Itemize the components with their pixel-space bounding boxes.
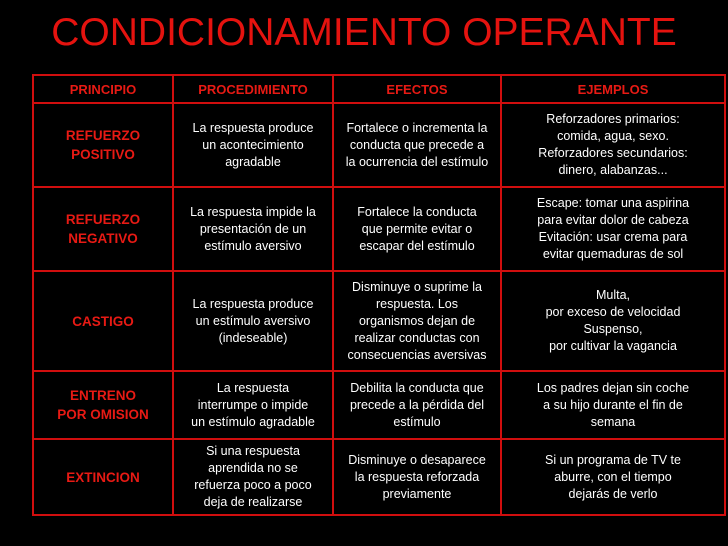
- cell-line: Los padres dejan sin coche: [536, 380, 690, 395]
- cell-line: dejarás de verlo: [568, 486, 658, 501]
- cell-line: estímulo aversivo: [204, 238, 302, 253]
- principle-cell: [33, 271, 173, 371]
- table-header-row: [33, 75, 725, 103]
- cell-line: Suspenso,: [583, 322, 643, 336]
- cell-line: NEGATIVO: [68, 231, 138, 246]
- examples-cell: [501, 371, 725, 439]
- cell-line: deja de realizarse: [203, 495, 303, 509]
- procedure-cell: [173, 103, 333, 187]
- table-row: [33, 371, 725, 439]
- cell-line: Evitación: usar crema para: [538, 230, 688, 244]
- page-title: CONDICIONAMIENTO OPERANTE: [51, 11, 677, 54]
- cell-line: semana: [590, 414, 636, 429]
- cell-line: Debilita la conducta que: [350, 380, 484, 395]
- procedure-cell: [173, 371, 333, 439]
- cell-line: realizar conductas con: [354, 330, 480, 345]
- principle-cell: [33, 187, 173, 271]
- cell-line: CASTIGO: [72, 313, 134, 329]
- examples-cell: [501, 103, 725, 187]
- principle-cell: [33, 103, 173, 187]
- cell-line: EXTINCION: [66, 469, 140, 485]
- cell-line: precede a la pérdida del: [349, 397, 485, 412]
- cell-line: presentación de un: [199, 221, 307, 236]
- cell-line: Disminuye o desaparece: [348, 452, 486, 467]
- cell-line: a su hijo durante el fin de: [543, 397, 683, 412]
- effects-cell: [333, 371, 501, 439]
- cell-line: para evitar dolor de cabeza: [537, 213, 689, 227]
- cell-line: La respuesta: [216, 380, 290, 395]
- cell-line: que permite evitar o: [361, 221, 473, 236]
- table-row: [33, 187, 725, 271]
- cell-line: la respuesta reforzada: [354, 469, 480, 484]
- header-principio: PRINCIPIO: [33, 75, 173, 103]
- procedure-cell: [173, 187, 333, 271]
- procedure-cell: [173, 439, 333, 515]
- table-row: [33, 439, 725, 515]
- table-row: [33, 103, 725, 187]
- cell-line: estímulo: [393, 414, 441, 429]
- cell-line: interrumpe o impide: [197, 397, 309, 412]
- table-row: [33, 271, 725, 371]
- header-efectos: EFECTOS: [333, 75, 501, 103]
- cell-line: La respuesta produce: [192, 120, 314, 135]
- cell-line: refuerza poco a poco: [194, 478, 312, 492]
- cell-line: la ocurrencia del estímulo: [345, 154, 489, 169]
- header-procedimiento: PROCEDIMIENTO: [173, 75, 333, 103]
- effects-cell: [333, 271, 501, 371]
- cell-line: agradable: [225, 154, 281, 169]
- cell-line: previamente: [382, 486, 452, 501]
- cell-line: REFUERZO: [65, 212, 141, 227]
- cell-line: aburre, con el tiempo: [554, 469, 672, 484]
- cell-line: Si un programa de TV te: [545, 452, 681, 467]
- header-ejemplos: EJEMPLOS: [501, 75, 725, 103]
- cell-line: respuesta. Los: [376, 296, 458, 311]
- cell-line: por cultivar la vagancia: [549, 339, 677, 353]
- cell-line: organismos dejan de: [358, 313, 476, 328]
- cell-line: (indeseable): [218, 330, 288, 345]
- cell-line: evitar quemaduras de sol: [542, 247, 684, 261]
- effects-cell: [333, 439, 501, 515]
- cell-line: Escape: tomar una aspirina: [536, 196, 690, 210]
- cell-line: La respuesta impide la: [190, 204, 316, 219]
- examples-cell: [501, 271, 725, 371]
- cell-line: Disminuye o suprime la: [352, 279, 482, 294]
- examples-cell: [501, 439, 725, 515]
- cell-line: Si una respuesta: [206, 444, 300, 458]
- cell-line: Fortalece o incrementa la: [346, 120, 488, 135]
- procedure-cell: [173, 271, 333, 371]
- cell-line: dinero, alabanzas...: [558, 163, 668, 177]
- principle-cell: [33, 371, 173, 439]
- cell-line: un acontecimiento: [202, 137, 304, 152]
- cell-line: Fortalece la conducta: [357, 204, 477, 219]
- cell-line: por exceso de velocidad: [545, 305, 681, 319]
- cell-line: escapar del estímulo: [359, 238, 475, 253]
- cell-line: POSITIVO: [71, 147, 135, 162]
- cell-line: REFUERZO: [65, 128, 141, 143]
- effects-cell: [333, 103, 501, 187]
- cell-line: conducta que precede a: [349, 137, 485, 152]
- examples-cell: [501, 187, 725, 271]
- cell-line: ENTRENO: [69, 388, 136, 403]
- principle-cell: [33, 439, 173, 515]
- cell-line: Multa,: [595, 288, 631, 302]
- cell-line: un estímulo agradable: [191, 414, 315, 429]
- cell-line: La respuesta produce: [192, 296, 314, 311]
- cell-line: comida, agua, sexo.: [557, 129, 669, 143]
- operant-conditioning-table: [32, 74, 726, 516]
- cell-line: un estímulo aversivo: [195, 313, 311, 328]
- effects-cell: [333, 187, 501, 271]
- cell-line: POR OMISION: [57, 407, 149, 422]
- cell-line: Reforzadores primarios:: [546, 112, 680, 126]
- cell-line: consecuencias aversivas: [347, 347, 487, 362]
- cell-line: Reforzadores secundarios:: [538, 146, 688, 160]
- cell-line: aprendida no se: [208, 461, 298, 475]
